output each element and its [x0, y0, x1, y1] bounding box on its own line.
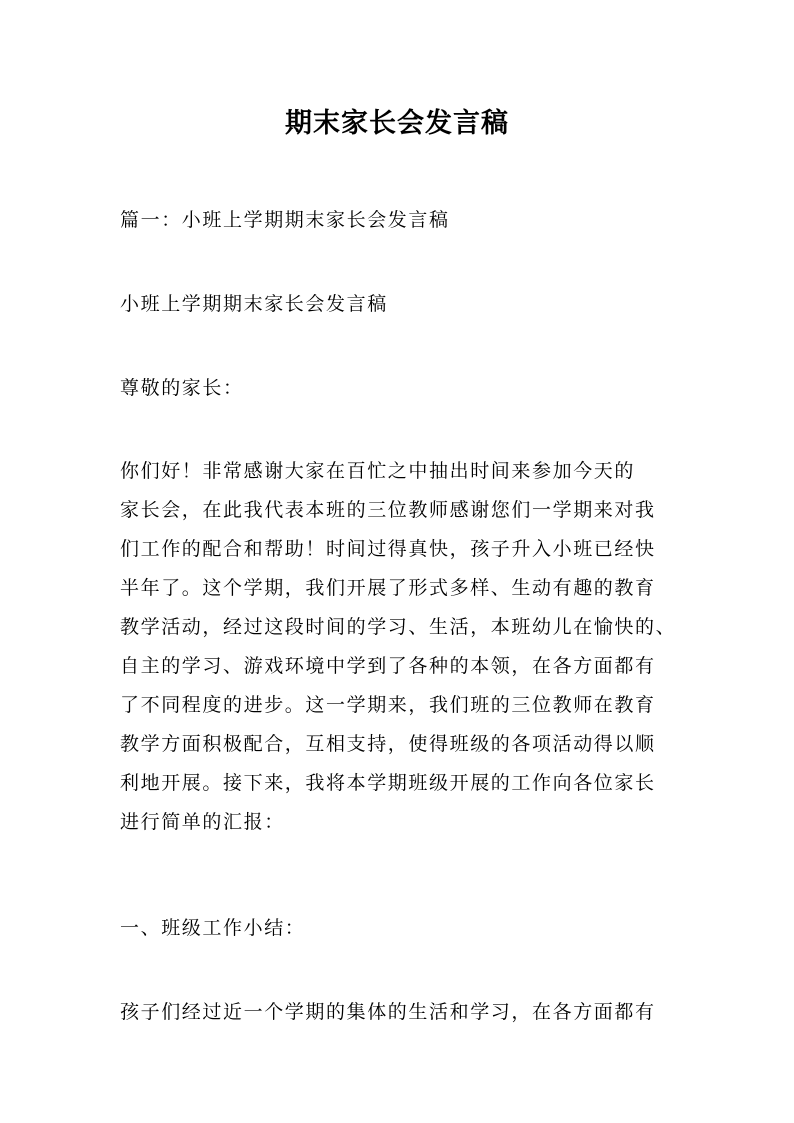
- paragraph-line: 教学活动，经过这段时间的学习、生活，本班幼儿在愉快的、: [120, 616, 677, 638]
- paragraph-line: 家长会，在此我代表本班的三位教师感谢您们一学期来对我: [120, 499, 656, 521]
- paragraph-line: 们工作的配合和帮助！时间过得真快，孩子升入小班已经快: [120, 538, 656, 560]
- section-heading: 篇一：小班上学期期末家长会发言稿: [120, 209, 450, 231]
- speech-subtitle: 小班上学期期末家长会发言稿: [120, 293, 388, 315]
- subsection-heading: 一、班级工作小结：: [120, 917, 306, 939]
- paragraph-line: 利地开展。接下来，我将本学期班级开展的工作向各位家长: [120, 772, 656, 794]
- paragraph-line: 进行简单的汇报：: [120, 811, 285, 833]
- salutation: 尊敬的家长：: [120, 377, 244, 399]
- paragraph-summary-line: 孩子们经过近一个学期的集体的生活和学习，在各方面都有: [120, 1001, 656, 1023]
- paragraph-line: 了不同程度的进步。这一学期来，我们班的三位教师在教育: [120, 694, 656, 716]
- paragraph-line: 你们好！非常感谢大家在百忙之中抽出时间来参加今天的: [120, 460, 636, 482]
- paragraph-greeting: [120, 452, 680, 842]
- paragraph-line: 自主的学习、游戏环境中学到了各种的本领，在各方面都有: [120, 655, 656, 677]
- document-title: 期末家长会发言稿: [285, 108, 509, 139]
- paragraph-line: 半年了。这个学期，我们开展了形式多样、生动有趣的教育: [120, 577, 656, 599]
- paragraph-line: 教学方面积极配合，互相支持，使得班级的各项活动得以顺: [120, 733, 656, 755]
